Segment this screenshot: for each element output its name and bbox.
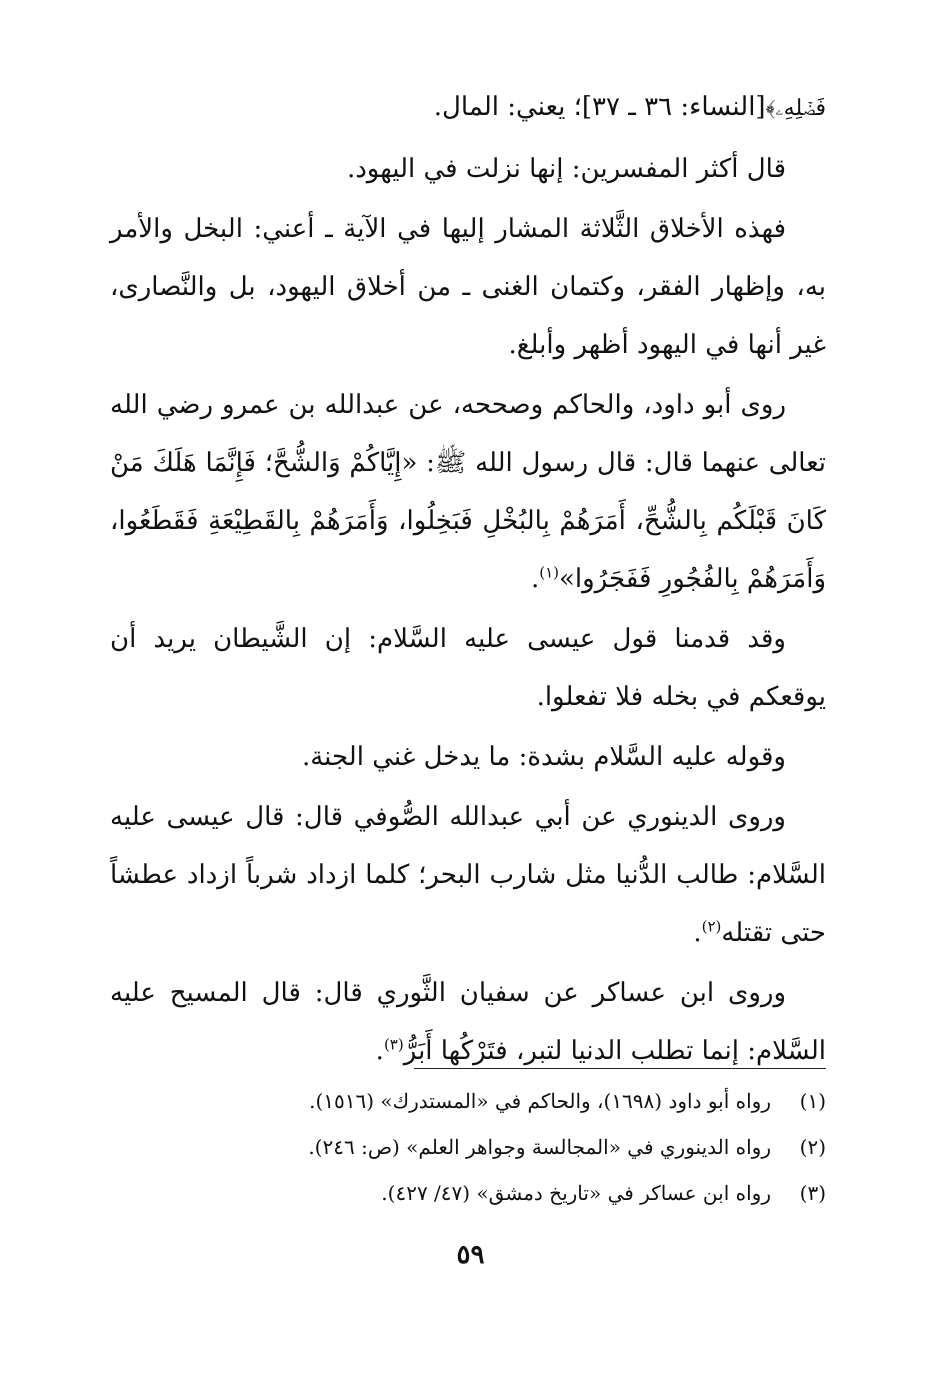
footnote-1 — [110, 1078, 826, 1124]
punctuation: . — [693, 918, 702, 948]
footnote-text: رواه الدينوري في «المجالسة وجواهر العلم» (ص: ٢٤٦). — [308, 1135, 771, 1159]
footnote-text: رواه ابن عساكر في «تاريخ دمشق» (٤٧/ ٤٢٧). — [381, 1181, 771, 1205]
footnote-marker-2[interactable]: (٢) — [701, 917, 722, 936]
paragraph-4 — [110, 376, 826, 608]
footnote-2 — [110, 1124, 826, 1170]
hadith-text: روى أبو داود، والحاكم وصححه، عن عبدالله بن عمرو رضي الله تعالى عنهما قال: قال رسول الله ﷺ: «إِيَّاكُمْ وَالشُّحَّ؛ فَإِنَّمَا هَلَكَ مَنْ كَانَ قَبْلَكُم بِالشُّحِّ، أَمَرَهُمْ بِالبُخْلِ فَبَخِلُوا، وَأَمَرَهُمْ بِالقَطِيْعَةِ فَقَطَعُوا، وَأَمَرَهُمْ بِالفُجُورِ فَفَجَرُوا» — [110, 390, 826, 594]
paragraph-5: وقد قدمنا قول عيسى عليه السَّلام: إن الشَّيطان يريد أن يوقعكم في بخله فلا تفعلوا. — [110, 624, 826, 712]
page-number: ٥٩ — [456, 1240, 485, 1270]
paragraph-3: فهذه الأخلاق الثَّلاثة المشار إليها في الآية ـ أعني: البخل والأمر به، وإظهار الفقر، وكتمان الغنى ـ من أخلاق اليهود، بل والنَّصارى، غير أنها في اليهود أظهر وأبلغ. — [110, 214, 826, 360]
footnote-marker-3[interactable]: (٣) — [383, 1035, 404, 1054]
verse-reference: [النساء: ٣٦ ـ ٣٧]؛ يعني: المال. — [433, 92, 766, 122]
footnote-text: رواه أبو داود (١٦٩٨)، والحاكم في «المستدرك» (١٥١٦). — [309, 1089, 771, 1113]
punctuation: . — [530, 564, 540, 594]
paragraph-7 — [110, 788, 826, 962]
punctuation: . — [375, 1036, 384, 1066]
paragraph-8 — [110, 964, 826, 1080]
footnote-number: (٣) — [799, 1181, 826, 1205]
footnotes — [110, 1078, 826, 1216]
paragraph-6: وقوله عليه السَّلام بشدة: ما يدخل غني الجنة. — [301, 742, 786, 772]
paragraph-1 — [110, 78, 826, 138]
quran-fragment: فَضۡلِهِۦ﴾ — [765, 96, 826, 121]
main-text — [110, 78, 826, 1082]
footnote-number: (٢) — [799, 1135, 826, 1159]
paragraph-2: قال أكثر المفسرين: إنها نزلت في اليهود. — [346, 154, 786, 184]
narration-text: وروى الدينوري عن أبي عبدالله الصُّوفي قال: قال عيسى عليه السَّلام: طالب الدُّنيا مثل شارب البحر؛ كلما ازداد شرباً ازداد عطشاً حتى تقتله — [110, 802, 827, 948]
footnote-3 — [110, 1170, 826, 1216]
narration-text: وروى ابن عساكر عن سفيان الثَّوري قال: قال المسيح عليه السَّلام: إنما تطلب الدنيا لتبر، فتَرْكُها أَبَرُّ — [110, 978, 826, 1066]
footnote-number: (١) — [799, 1089, 826, 1113]
footnote-marker-1[interactable]: (١) — [539, 563, 559, 582]
footnote-separator — [414, 1068, 826, 1069]
